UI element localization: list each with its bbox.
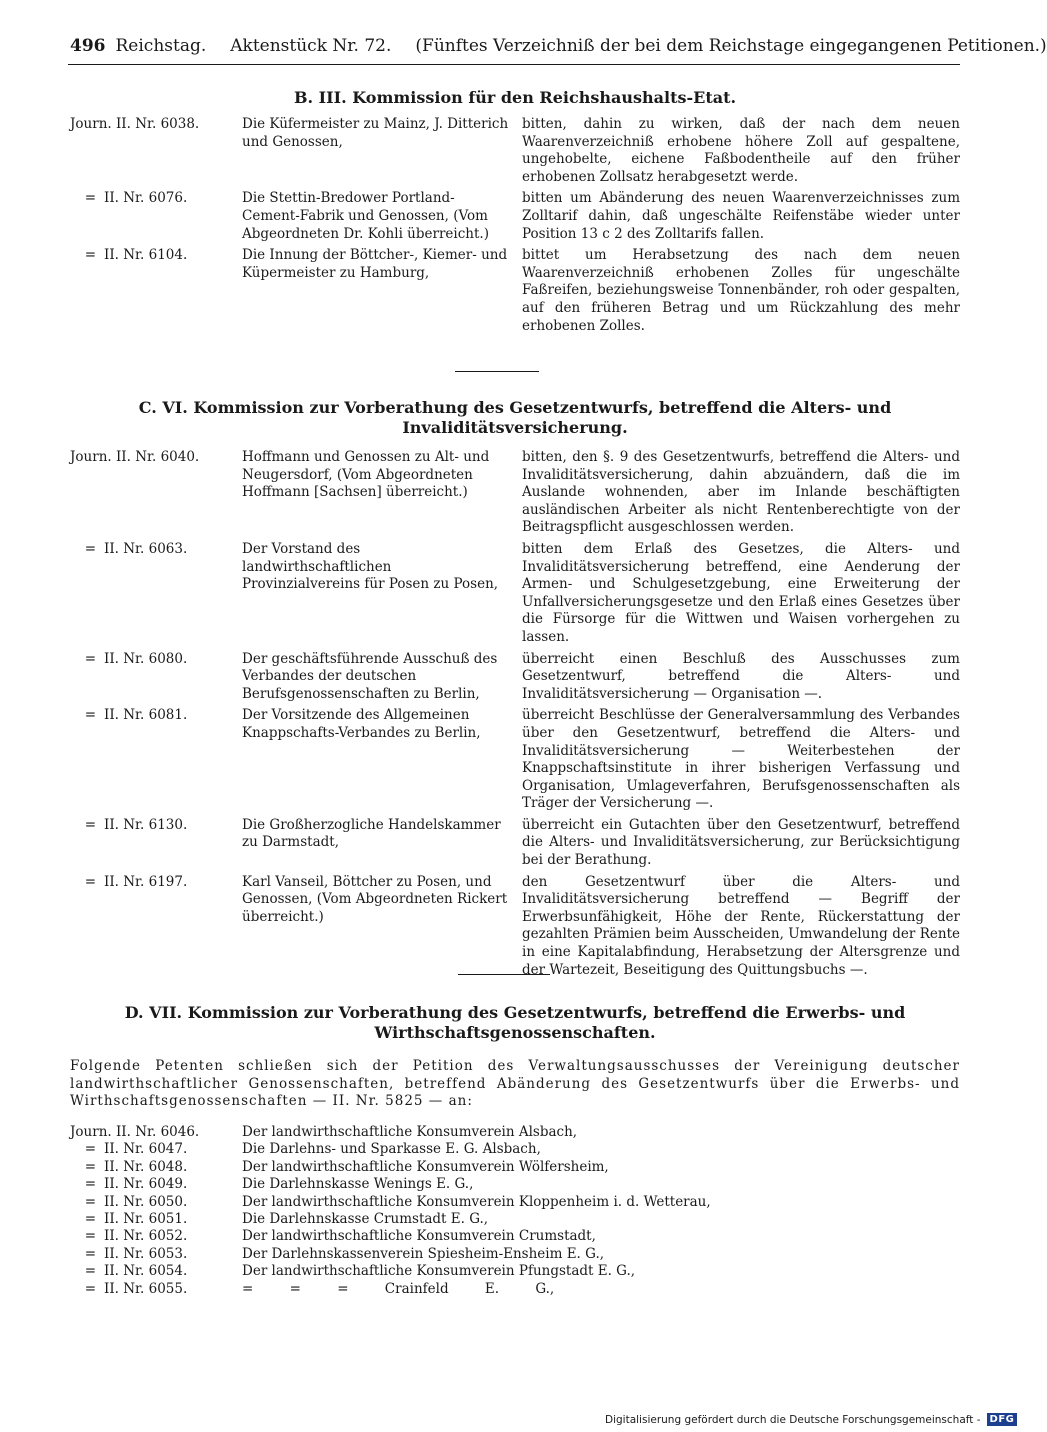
journal-ref: = II. Nr. 6197. [70,874,242,980]
journal-ref: = II. Nr. 6130. [70,817,242,870]
journal-ref: = II. Nr. 6081. [70,707,242,813]
petitioner: Der landwirthschaftliche Konsumverein Kloppenheim i. d. Wetterau, [242,1193,711,1210]
petition-request: bitten, dahin zu wirken, daß der nach dem neuen Waarenverzeichniß erhobene höhere Zoll auf gespaltene, ungehobelte, eichene Faßbodentheile auf den früher erhobenen Zollsatz herabgesetzt werde. [522,116,960,185]
journal-ref: Journ. II. Nr. 6046. [70,1124,200,1140]
petition-row [70,449,960,537]
petitioner: = = = Crainfeld E. G., [242,1280,555,1297]
journal-ref: = II. Nr. 6054. [70,1263,242,1280]
section-separator [455,371,539,372]
petition-request: überreicht Beschlüsse der Generalversammlung des Verbandes über den Gesetzentwurf, betreffend die Alters- und Invaliditätsversicherung — Weiterbestehen der Knappschaftsinstitute in ihrer bisherigen Verfassung und Organisation, Umlageverfahren, Berufsgenossenschaften als Träger der Versicherung —. [522,707,960,812]
petitioner: Die Darlehnskasse Wenings E. G., [242,1176,474,1193]
section-c-table [70,449,960,983]
section-separator [458,974,550,975]
digitization-footer [605,1413,1015,1426]
journal-ref: = II. Nr. 6050. [70,1194,242,1211]
journal-ref: = II. Nr. 6052. [70,1228,242,1245]
ditto-mark: = [84,1158,96,1175]
list-item [70,1246,960,1263]
journal-ref: = II. Nr. 6076. [70,190,242,243]
section-b-heading: B. III. Kommission für den Reichshaushalts-Etat. [293,88,737,107]
journal-ref: = II. Nr. 6049. [70,1176,242,1193]
list-item [70,1141,960,1158]
petition-row [70,651,960,704]
journal-ref: = II. Nr. 6047. [70,1141,242,1158]
petitioner: Der Vorstand des landwirthschaftlichen Provinzialvereins für Posen zu Posen, [242,540,499,593]
petitioner: Der landwirthschaftliche Konsumverein Pfungstadt E. G., [242,1263,636,1280]
header-rule [68,64,960,65]
petition-request: überreicht ein Gutachten über den Gesetzentwurf, betreffend die Alters- und Invaliditätsversicherung, zur Berücksichtigung bei der Berathung. [522,816,960,869]
petition-request: bittet um Herabsetzung des nach dem neuen Waarenverzeichniß erhobenen Zolles für ungeschälte Faßreifen, beziehungsweise Tonnenbänder, roh oder gespalten, auf den früheren Betrag und um Rückzahlung des mehr erhobenen Zolles. [522,247,960,334]
petition-row [70,707,960,813]
journal-ref: = II. Nr. 6051. [70,1211,242,1228]
petition-request: den Gesetzentwurf über die Alters- und Invaliditätsversicherung betreffend — Begriff der Erwerbsunfähigkeit, Höhe der Rente, Rückerstattung der gezahlten Prämien beim Ausscheiden, Umwandelung der Rente in eine Kapitalabfindung, Herabsetzung der Altersgrenze und der Wartezeit, Beseitigung des Quittungsbuchs —. [522,873,960,978]
ditto-mark: = [84,1245,96,1262]
petition-row [70,190,960,243]
document-number: Aktenstück Nr. 72. [230,36,392,56]
petitioner: Der geschäftsführende Ausschuß des Verbandes der deutschen Berufsgenossenschaften zu Berlin, [242,650,498,702]
funding-note: Digitalisierung gefördert durch die Deutsche Forschungsgemeinschaft - [605,1413,981,1426]
publication-name: Reichstag. [115,36,207,56]
ditto-mark: = [84,540,96,557]
journal-ref: = II. Nr. 6080. [70,651,242,704]
petitioner: Die Küfermeister zu Mainz, J. Ditterich und Genossen, [242,116,509,150]
ditto-mark: = [84,650,96,667]
ditto-mark: = [84,707,96,724]
ditto-mark: = [84,1228,96,1245]
journal-ref: = II. Nr. 6055. [70,1281,242,1298]
petitioner: Die Darlehns- und Sparkasse E. G. Alsbach, [242,1141,541,1158]
ditto-mark: = [84,873,96,890]
petitioner: Der landwirthschaftliche Konsumverein Wölfersheim, [242,1158,609,1175]
list-item [70,1194,960,1211]
list-item [70,1176,960,1193]
list-item [70,1281,960,1298]
section-c-heading: C. VI. Kommission zur Vorberathung des Gesetzentwurfs, betreffend die Alters- und Invaliditätsversicherung. [138,398,892,437]
page-number: 496 [70,36,106,56]
petition-request: überreicht einen Beschluß des Ausschusses zum Gesetzentwurf, betreffend die Alters- und Invaliditätsversicherung — Organisation —. [522,650,960,702]
journal-ref: = II. Nr. 6053. [70,1246,242,1263]
petition-request: bitten um Abänderung des neuen Waarenverzeichnisses zum Zolltarif dahin, daß ungeschälte Reifenstäbe wieder unter Position 13 c 2 des Zolltarifs fallen. [522,190,960,242]
petitioner: Hoffmann und Genossen zu Alt- und Neugersdorf, (Vom Abgeordneten Hoffmann [Sachsen] überreicht.) [242,449,490,501]
ditto-mark: = [84,1280,96,1297]
petitioner: Die Innung der Böttcher-, Kiemer- und Küpermeister zu Hamburg, [242,247,508,281]
running-head [70,36,1047,56]
journal-ref: Journ. II. Nr. 6040. [70,449,200,465]
petitioner: Die Großherzogliche Handelskammer zu Darmstadt, [242,816,501,851]
list-item [70,1263,960,1280]
petitioner: Der Darlehnskassenverein Spiesheim-Ensheim E. G., [242,1245,605,1262]
journal-ref: = II. Nr. 6104. [70,247,242,335]
ditto-mark: = [84,1263,96,1280]
ditto-mark: = [84,1211,96,1228]
list-item [70,1159,960,1176]
ditto-mark: = [84,190,96,207]
petitioner: Die Stettin-Bredower Portland-Cement-Fabrik und Genossen, (Vom Abgeordneten Dr. Kohli überreicht.) [242,190,489,242]
ditto-mark: = [84,1193,96,1210]
petitioner: Der landwirthschaftliche Konsumverein Alsbach, [242,1124,578,1140]
petitioner: Der Vorsitzende des Allgemeinen Knappschafts-Verbandes zu Berlin, [242,707,481,741]
ditto-mark: = [84,247,96,264]
petition-request: bitten, den §. 9 des Gesetzentwurfs, betreffend die Alters- und Invaliditätsversicherung, dahin abzuändern, daß die im Auslande wohnenden, aber im Inlande beschäftigten ausländischen Arbeiter als nicht Rentenberechtigte von der Beitragspflicht ausgeschlossen werden. [522,449,960,536]
section-d-heading: D. VII. Kommission zur Vorberathung des Gesetzentwurfs, betreffend die Erwerbs- und Wirthschaftsgenossenschaften. [124,1003,906,1042]
petition-row [70,874,960,980]
journal-ref: = II. Nr. 6048. [70,1159,242,1176]
list-item [70,1211,960,1228]
document-subtitle: (Fünftes Verzeichniß der bei dem Reichstage eingegangenen Petitionen.) [415,36,1047,56]
ditto-mark: = [84,816,96,833]
petition-row [70,116,960,186]
petitioner: Karl Vanseil, Böttcher zu Posen, und Genossen, (Vom Abgeordneten Rickert überreicht.) [242,873,508,925]
section-d-list [70,1124,960,1298]
list-item [70,1124,960,1141]
ditto-mark: = [84,1176,96,1193]
petition-row [70,541,960,647]
journal-ref: = II. Nr. 6063. [70,541,242,647]
dfg-logo-icon: DFG [987,1413,1018,1426]
section-d-intro: Folgende Petenten schließen sich der Petition des Verwaltungsausschusses der Vereinigung deutscher landwirthschaftlicher Genossenschaften, betreffend Abänderung des Gesetzentwurfs über die Erwerbs- und Wirthschaftsgenossenschaften — II. Nr. 5825 — an: [70,1058,960,1110]
list-item [70,1228,960,1245]
petition-row [70,247,960,335]
section-b-table [70,116,960,339]
ditto-mark: = [84,1141,96,1158]
petition-request: bitten dem Erlaß des Gesetzes, die Alters- und Invaliditätsversicherung betreffend, eine Aenderung der Armen- und Schulgesetzgebung, eine Erweiterung der Unfallversicherungsgesetze und den Erlaß eines Gesetzes über die Fürsorge für die Wittwen und Waisen vorhergehen zu lassen. [522,540,960,645]
petitioner: Der landwirthschaftliche Konsumverein Crumstadt, [242,1228,596,1245]
petition-row [70,817,960,870]
petitioner: Die Darlehnskasse Crumstadt E. G., [242,1211,489,1228]
journal-ref: Journ. II. Nr. 6038. [70,116,200,132]
